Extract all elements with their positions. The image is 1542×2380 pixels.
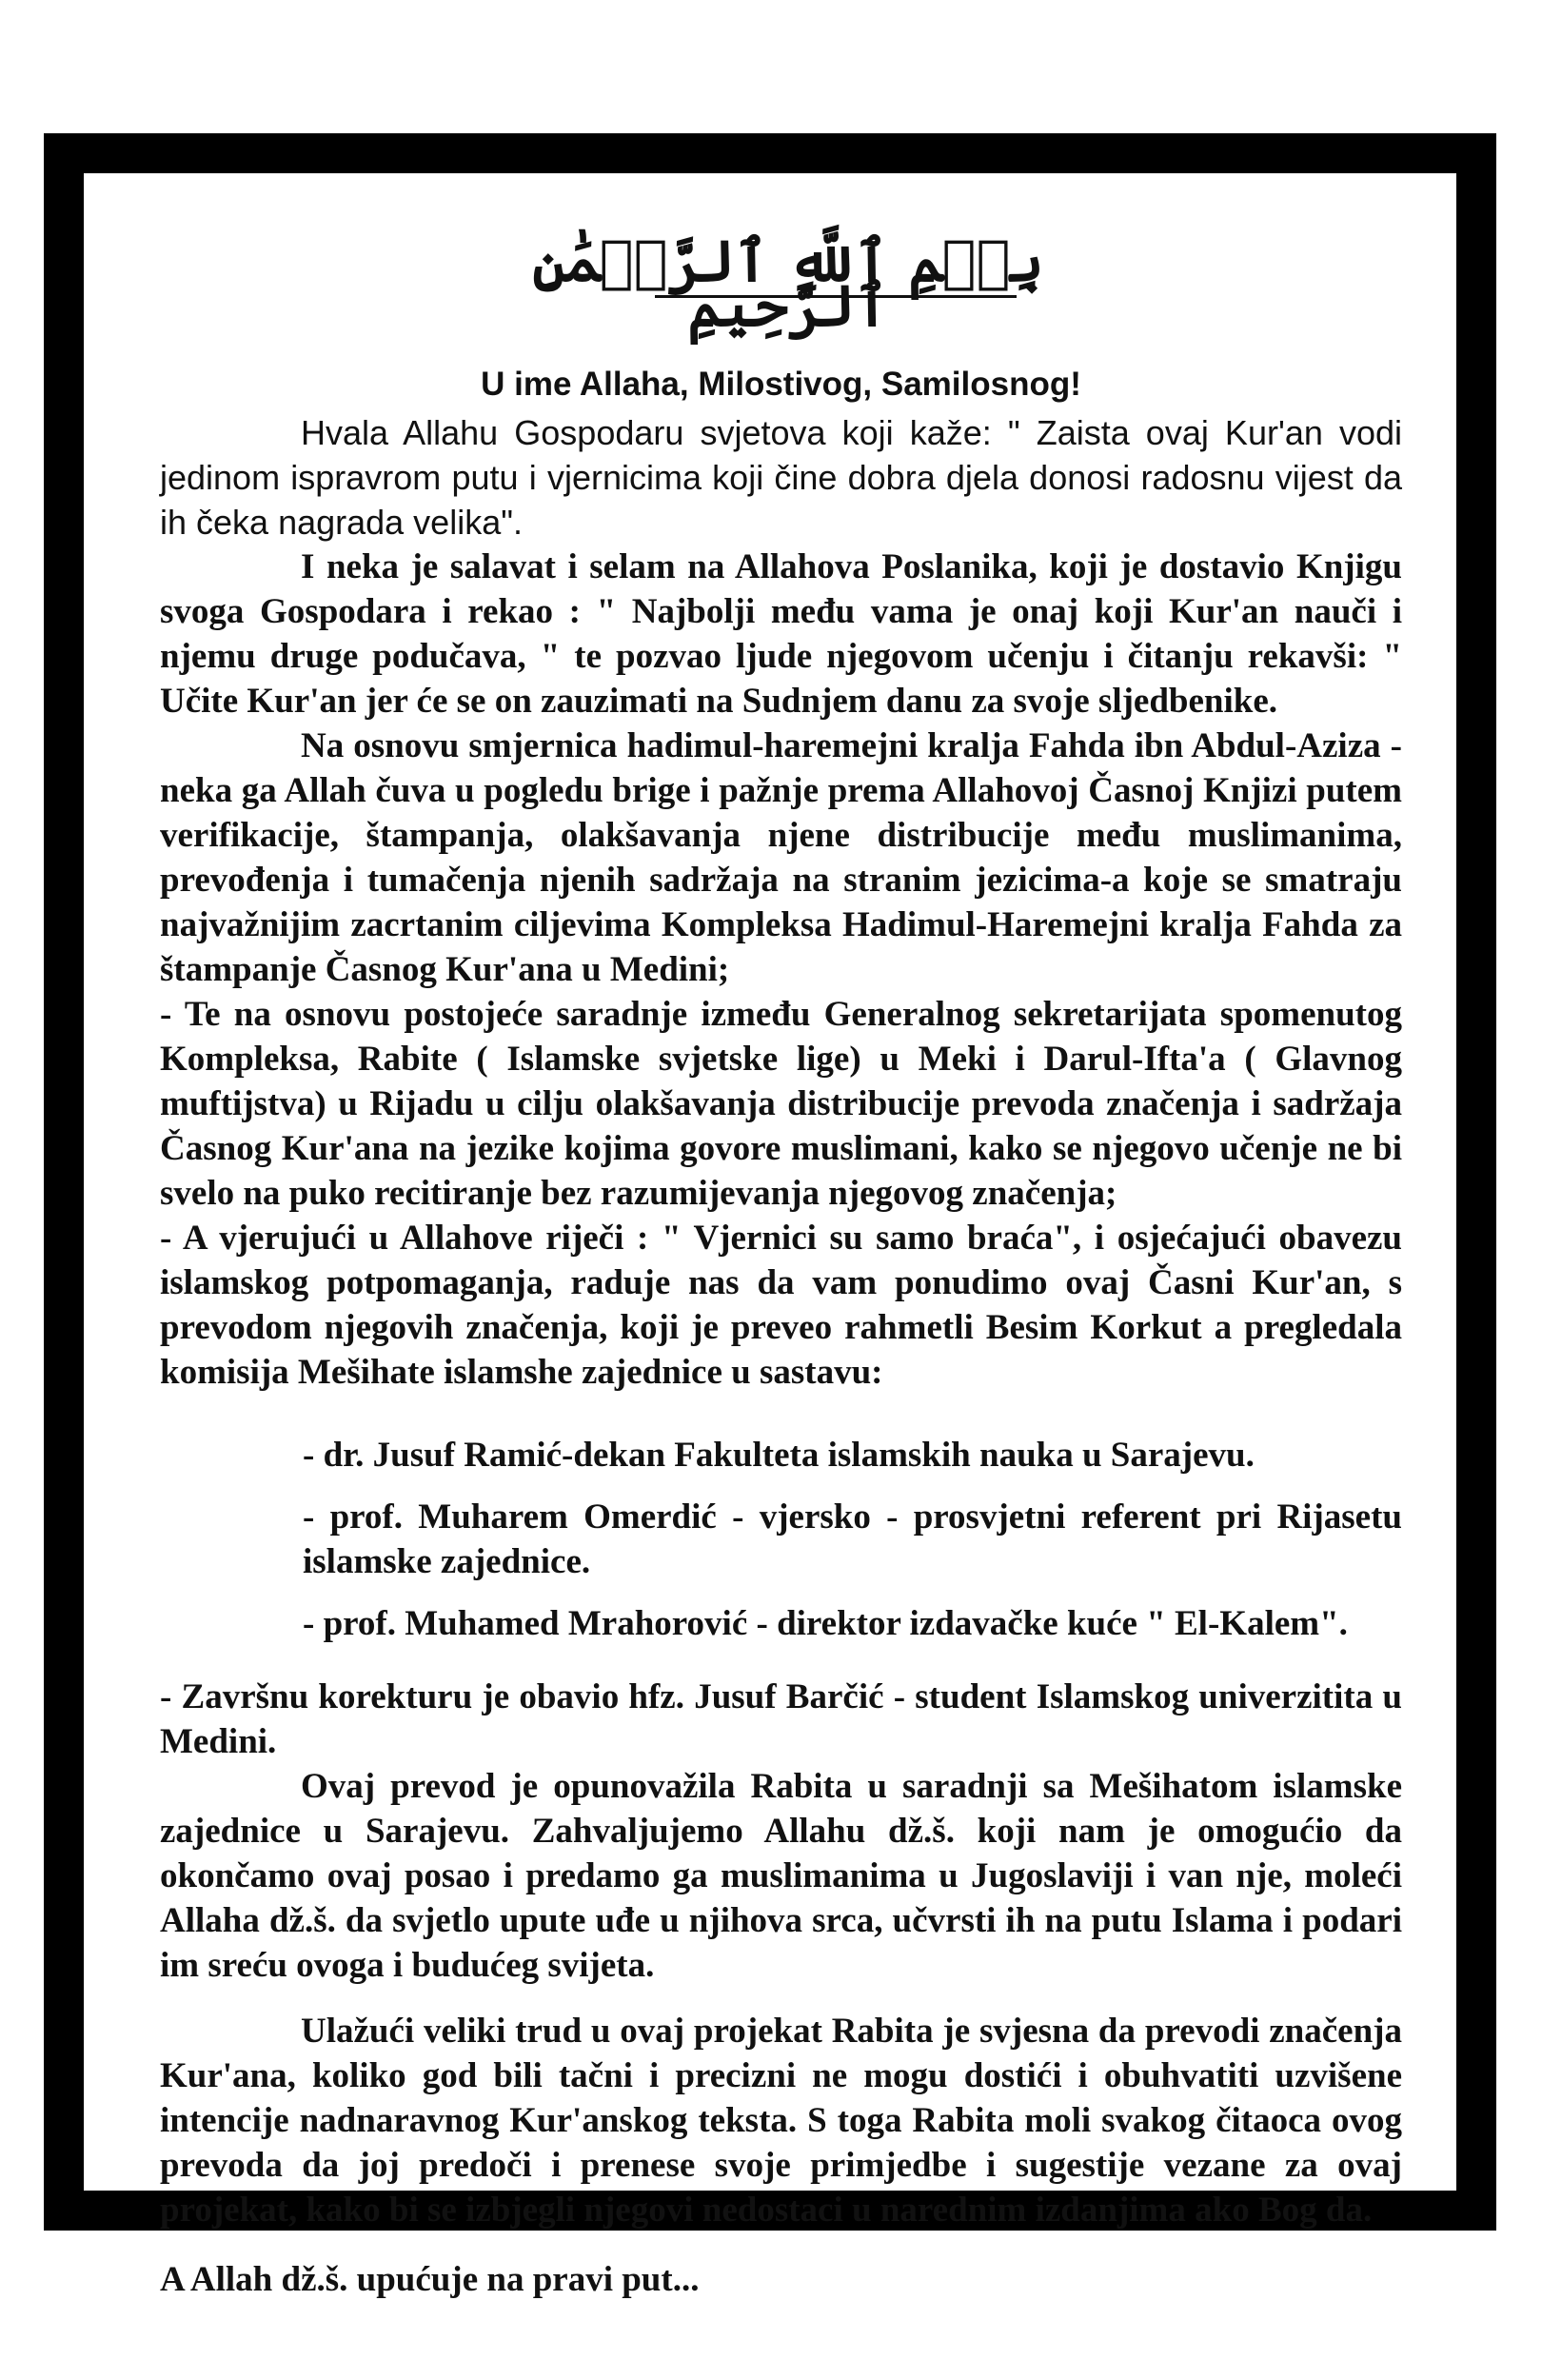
basmala-calligraphy [160,230,1402,345]
page-border [44,133,1496,2299]
paragraph-8: Ulažući veliki trud u ovaj projekat Rabita je svjesna da prevodi značenja Kur'ana, koliko god bili tačni i precizni ne mogu dostići i obuhvatiti uzvišene intencije nadnaravnog Kur'anskog teksta. S toga Rabita moli svakog čitaoca ovog prevoda da joj predoči i prenese svoje primjedbe i sugestije vezane za ovaj projekat, kako bi se izbjegli njegovi nedostaci u narednim izdanjima ako Bog da. [160,2012,1402,2230]
commission-member: - prof. Muhamed Mrahorović - direktor izdavačke kuće " El-Kalem". [303,1604,1348,1643]
paragraph-7: Ovaj prevod je opunovažila Rabita u saradnji sa Mešihatom islamske zajednice u Sarajevu. Zahvaljujemo Allahu dž.š. koji nam je omogućio da okončamo ovaj posao i predamo ga muslimanima u Jugoslaviji i van nje, moleći Allaha dž.š. da svjetlo upute uđe u njihova srca, učvrsti ih na putu Islama i podari im sreću ovoga i budućeg svijeta. [160,1767,1402,1985]
page-content-area [84,173,1456,2299]
paragraph-2: I neka je salavat i selam na Allahova Poslanika, koji je dostavio Knjigu svoga Gospodara i rekao : " Najbolji među vama je onaj koji Kur'an nauči i njemu druge podučava, " te pozvao ljude njegovom učenju i čitanju rekavši: " Učite Kur'an jer će se on zauzimati na Sudnjem danu za svoje sljedbenike. [160,547,1402,721]
basmala-text: بِسۡمِ ٱللَّهِ ٱلرَّحۡمَٰنِ ٱلرَّحِيمِ [532,228,1044,340]
document-body [160,230,1402,2302]
paragraph-1: Hvala Allahu Gospodaru svjetova koji kaže: " Zaista ovaj Kur'an vodi jedinom ispravrom putu i vjernicima koji čine dobra djela donosi radosnu vijest da ih čeka nagrada velika". [160,413,1402,542]
paragraph-6: - Završnu korekturu je obavio hfz. Jusuf Barčić - student Islamskog univerzitita u Medini. [160,1677,1402,1761]
commission-list [303,1433,1402,1646]
paragraph-5: - A vjerujući u Allahove riječi : " Vjernici su samo braća", i osjećajući obavezu islamskog potpomaganja, raduje nas da vam ponudimo ovaj Časni Kur'an, s prevodom njegovih značenja, koji je preveo rahmetli Besim Korkut a pregledala komisija Mešihate islamshe zajednice u sastavu: [160,1219,1402,1392]
paragraph-3: Na osnovu smjernica hadimul-haremejni kralja Fahda ibn Abdul-Aziza -neka ga Allah čuva u pogledu brige i pažnje prema Allahovoj Časnoj Knjizi putem verifikacije, štampanja, olakšavanja njene distribucije među muslimanima, prevođenja i tumačenja njenih sadržaja na stranim jezicima-a koje se smatraju najvažnijim zacrtanim ciljevima Kompleksa Hadimul-Haremejni kralja Fahda za štampanje Časnog Kur'ana u Medini; [160,726,1402,989]
paragraph-4: - Te na osnovu postojeće saradnje između Generalnog sekretarijata spomenutog Kompleksa, Rabite ( Islamske svjetske lige) u Meki i Darul-Ifta'a ( Glavnog muftijstva) u Rijadu u cilju olakšavanja distribucije prevoda značenja i sadržaja Časnog Kur'ana na jezike kojima govore muslimani, kako se njegovo učenje ne bi svelo na puko recitiranje bez razumijevanja njegovog značenja; [160,995,1402,1213]
paragraph-9: A Allah dž.š. upućuje na pravi put... [160,2260,700,2299]
page-heading: U ime Allaha, Milostivog, Samilosnog! [481,366,1081,403]
commission-member: - dr. Jusuf Ramić-dekan Fakulteta islamskih nauka u Sarajevu. [303,1436,1255,1475]
commission-member: - prof. Muharem Omerdić - vjersko - prosvjetni referent pri Rijasetu islamske zajednice. [303,1497,1402,1581]
